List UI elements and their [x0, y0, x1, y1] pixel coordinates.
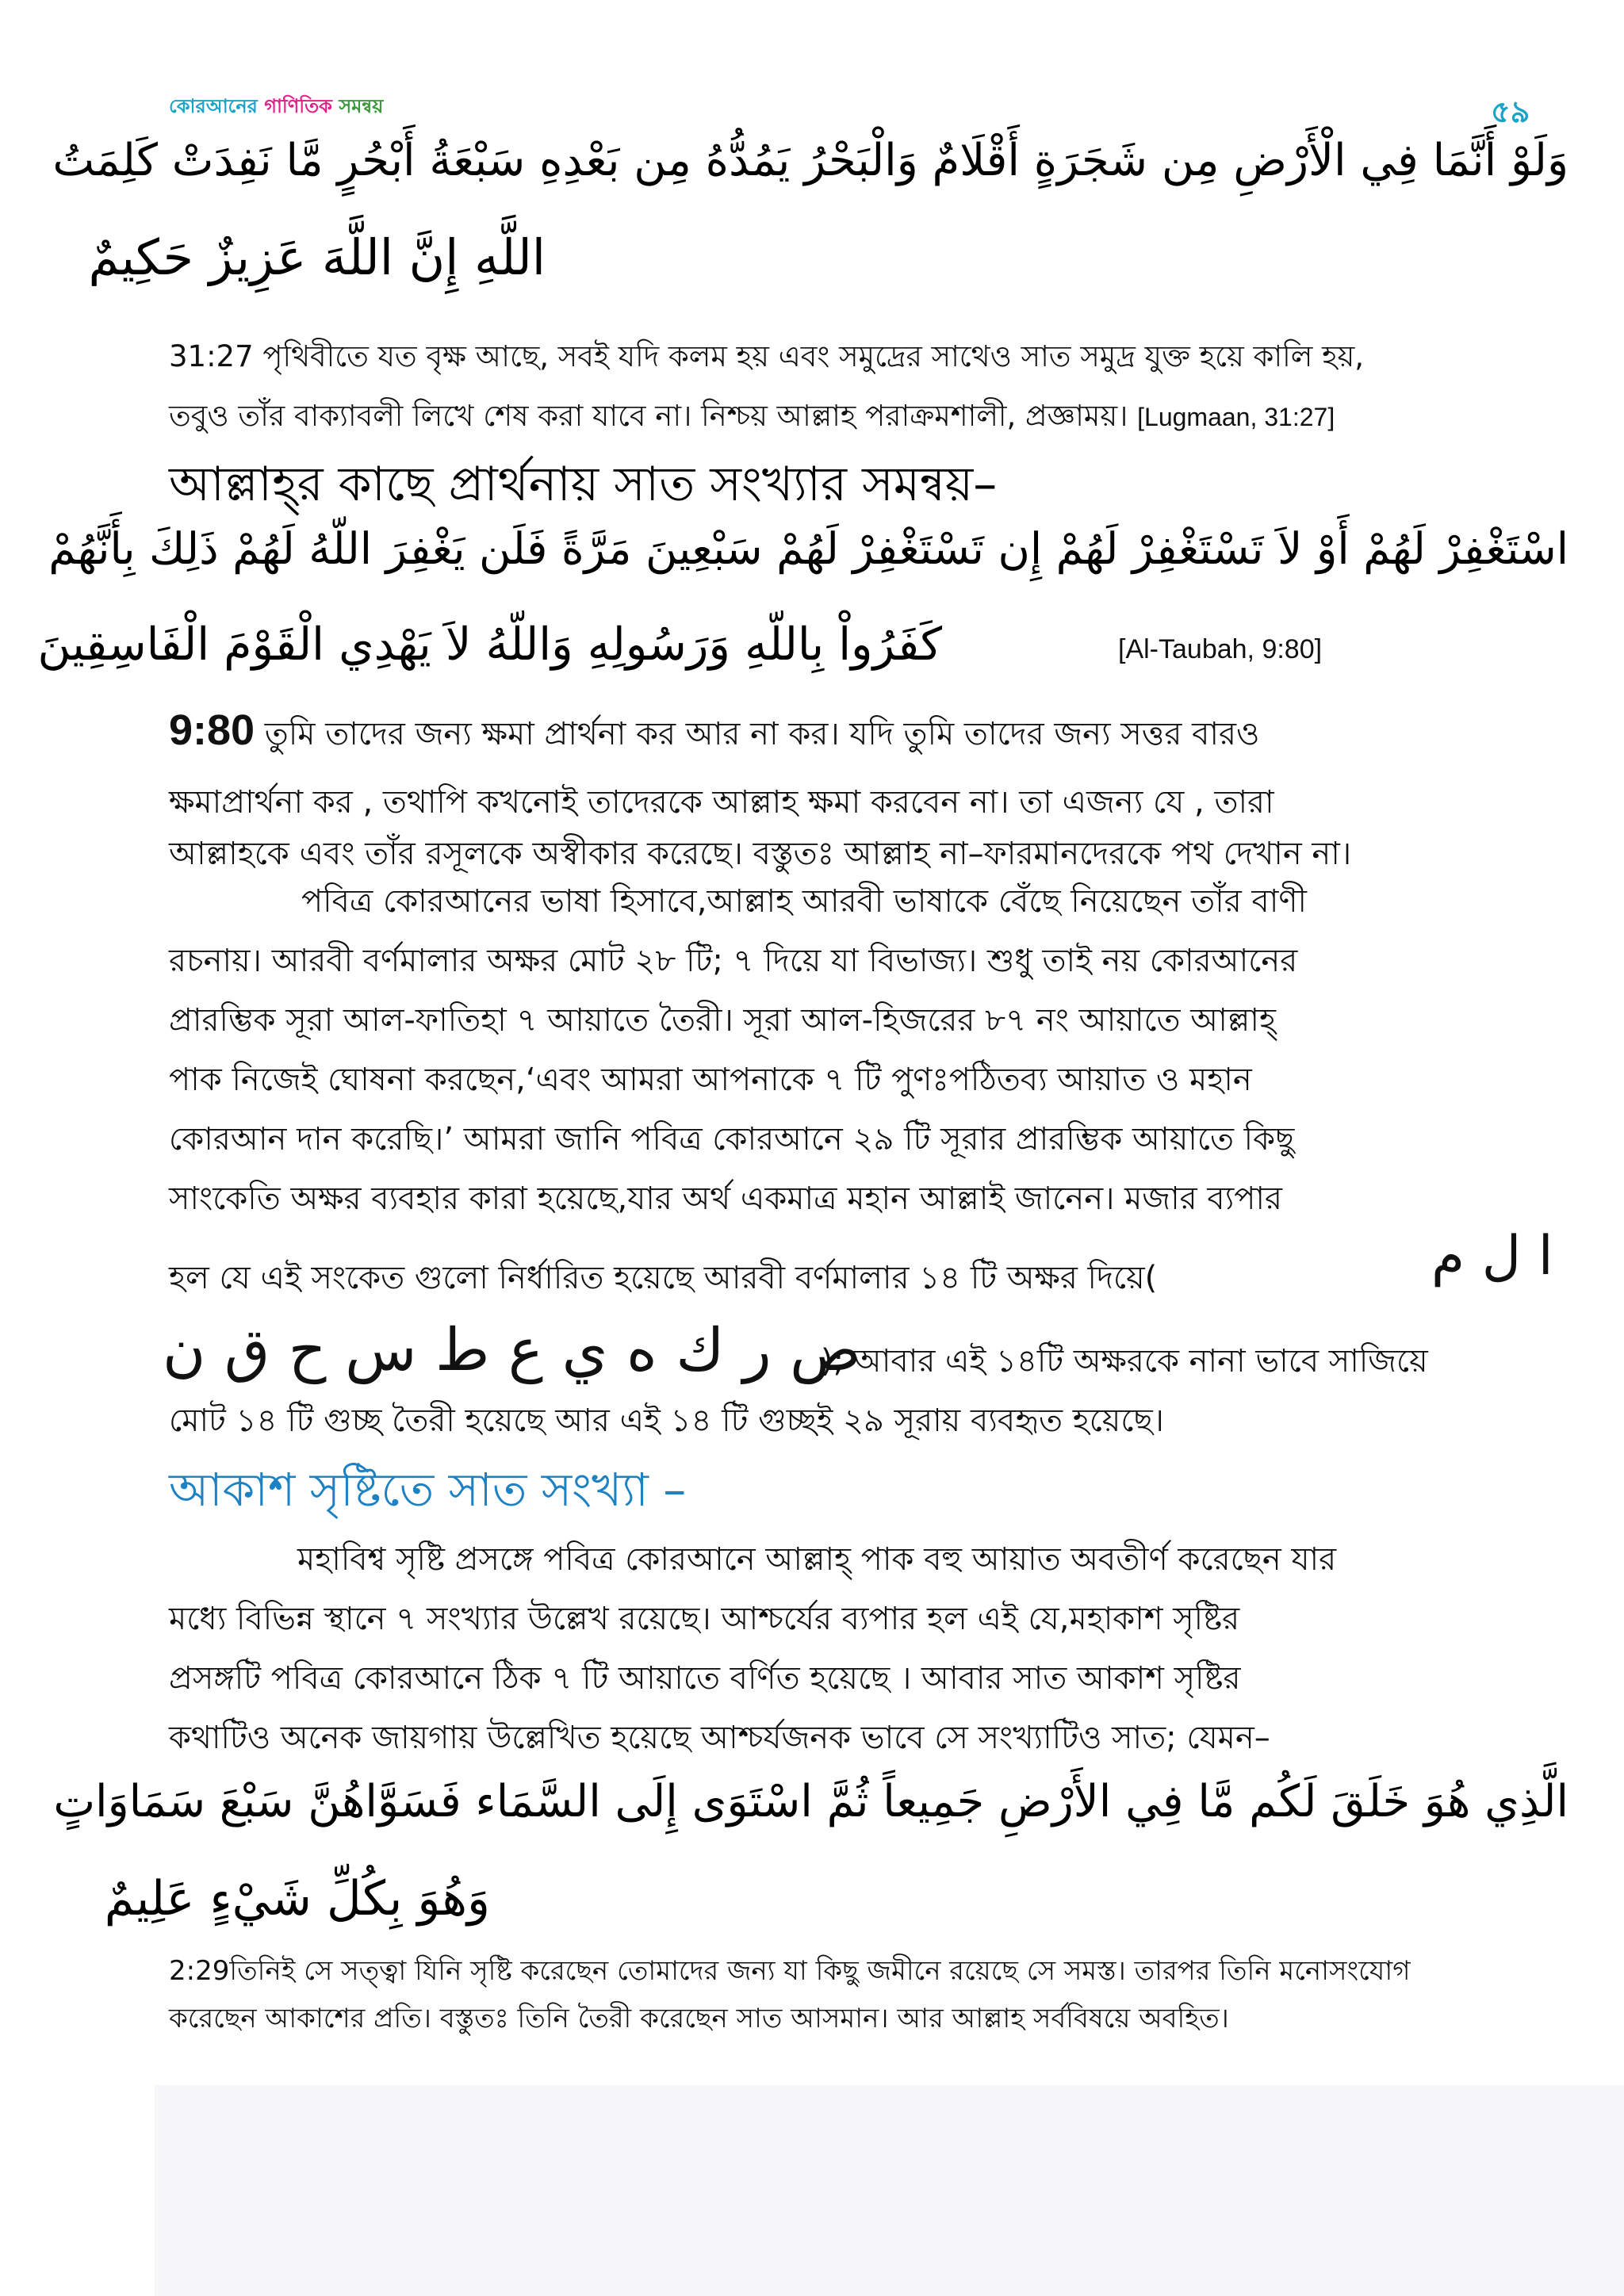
translation-31-27-line2: [169, 392, 1335, 442]
arabic-verse-31-27-line2: اللَّهِ إِنَّ اللَّهَ عَزِيزٌ حَكِيمٌ: [88, 228, 546, 286]
reference-31-27: [Lugmaan, 31:27]: [1137, 403, 1335, 431]
verse-number-9-80: 9:80: [169, 706, 255, 754]
translation-31-27-line1: 31:27 পৃথিবীতে যত বৃক্ষ আছে, সবই যদি কলম হয় এবং সমুদ্রের সাথেও সাত সমুদ্র যুক্ত হয়ে কালি হয়,: [169, 339, 1365, 373]
running-head-part3: সমন্বয়: [339, 95, 384, 117]
running-head: [169, 92, 383, 124]
translation-31-27-text: তবুও তাঁর বাক্যাবলী লিখে শেষ করা যাবে না। নিশ্চয় আল্লাহ পরাক্রমশালী, প্রজ্ঞাময়।: [169, 399, 1128, 433]
arabic-letters-line8: ص ر ك ه ي ع ط س ح ق ن: [163, 1316, 861, 1384]
paragraph-sky-line2: মধ্যে বিভিন্ন স্থানে ৭ সংখ্যার উল্লেখ রয়েছে। আশ্চর্যের ব্যপার হল এই যে,মহাকাশ সৃষ্টির: [169, 1601, 1240, 1637]
arabic-verse-9-80-line1: اسْتَغْفِرْ لَهُمْ أَوْ لاَ تَسْتَغْفِرْ لَهُمْ إِن تَسْتَغْفِرْ لَهُمْ سَبْعِينَ مَرَّةً فَلَن يَغْفِرَ اللّهُ لَهُمْ ذَلِكَ بِأَنَّهُمْ: [48, 523, 1568, 574]
translation-9-80-line2: ক্ষমাপ্রার্থনা কর , তথাপি কখনোই তাদেরকে আল্লাহ ক্ষমা করবেন না। তা এজন্য যে , তারা: [169, 784, 1274, 821]
arabic-verse-31-27-line1: وَلَوْ أَنَّمَا فِي الْأَرْضِ مِن شَجَرَةٍ أَقْلَامٌ وَالْبَحْرُ يَمُدُّهُ مِن بَعْدِهِ سَبْعَةُ أَبْحُرٍ مَّا نَفِدَتْ كَلِمَتُ: [52, 135, 1568, 186]
paragraph-letters-line7: হল যে এই সংকেত গুলো নির্ধারিত হয়েছে আরবী বর্ণমালার ১৪ টি অক্ষর দিয়ে(: [169, 1260, 1158, 1296]
arabic-letters-line7: ا ل م: [1431, 1225, 1553, 1288]
translation-9-80-text1: তুমি তাদের জন্য ক্ষমা প্রার্থনা কর আর না কর। যদি তুমি তাদের জন্য সত্তর বারও: [255, 716, 1260, 752]
paragraph-letters-line4: পাক নিজেই ঘোষনা করছেন,‘এবং আমরা আপনাকে ৭ টি পুণঃপঠিতব্য আয়াত ও মহান: [169, 1062, 1252, 1098]
translation-9-80-line3: আল্লাহকে এবং তাঁর রসূলকে অস্বীকার করেছে। বস্তুতঃ আল্লাহ না–ফারমানদেরকে পথ দেখান না।: [169, 836, 1352, 872]
arabic-verse-2-29-line2: وَهُوَ بِكُلِّ شَيْءٍ عَلِيمٌ: [104, 1871, 490, 1927]
translation-2-29-line2: করেছেন আকাশের প্রতি। বস্তুতঃ তিনি তৈরী করেছেন সাত আসমান। আর আল্লাহ সর্ববিষয়ে অবহিত।: [169, 2003, 1229, 2034]
translation-2-29-line1: 2:29তিনিই সে সত্ত্বা যিনি সৃষ্টি করেছেন তোমাদের জন্য যা কিছু জমীনে রয়েছে সে সমস্ত। তারপর তিনি মনোসংযোগ: [169, 1955, 1411, 1987]
running-head-part2: গাণিতিক: [264, 95, 339, 117]
translation-9-80-line1: [169, 706, 1259, 762]
paragraph-sky-line3: প্রসঙ্গটি পবিত্র কোরআনে ঠিক ৭ টি আয়াতে বর্ণিত হয়েছে । আবার সাত আকাশ সৃষ্টির: [169, 1660, 1241, 1697]
arabic-verse-9-80-line2: كَفَرُواْ بِاللّهِ وَرَسُولِهِ وَاللّهُ لاَ يَهْدِي الْقَوْمَ الْفَاسِقِينَ: [37, 618, 942, 671]
paragraph-sky-line4: কথাটিও অনেক জায়গায় উল্লেখিত হয়েছে আশ্চর্যজনক ভাবে সে সংখ্যাটিও সাত; যেমন–: [169, 1720, 1270, 1756]
paragraph-letters-line5: কোরআন দান করেছি।’ আমরা জানি পবিত্র কোরআনে ২৯ টি সূরার প্রারম্ভিক আয়াতে কিছু: [169, 1121, 1295, 1158]
paragraph-letters-line9: মোট ১৪ টি গুচ্ছ তৈরী হয়েছে আর এই ১৪ টি গুচ্ছই ২৯ সূরায় ব্যবহৃত হয়েছে।: [169, 1402, 1164, 1439]
paragraph-letters-line6: সাংকেতি অক্ষর ব্যবহার কারা হয়েছে,যার অর্থ একমাত্র মহান আল্লাই জানেন। মজার ব্যপার: [169, 1181, 1283, 1217]
paragraph-letters-line2: রচনায়। আরবী বর্ণমালার অক্ষর মোট ২৮ টি; ৭ দিয়ে যা বিভাজ্য। শুধু তাই নয় কোরআনের: [169, 943, 1298, 979]
paragraph-sky-line1: মহাবিশ্ব সৃষ্টি প্রসঙ্গে পবিত্র কোরআনে আল্লাহ্ পাক বহু আয়াত অবতীর্ণ করেছেন যার: [297, 1541, 1337, 1578]
heading-sky: আকাশ সৃষ্টিতে সাত সংখ্যা –: [169, 1463, 687, 1517]
running-head-part1: কোরআনের: [169, 95, 265, 117]
page-shade: [155, 2085, 1624, 2296]
reference-9-80: [Al-Taubah, 9:80]: [1118, 634, 1323, 664]
paragraph-letters-line8: ); আবার এই ১৪টি অক্ষরকে নানা ভাবে সাজিয়ে: [821, 1343, 1428, 1380]
page-number: ৫৯: [1491, 94, 1530, 129]
heading-prayer: আল্লাহ্‌র কাছে প্রার্থনায় সাত সংখ্যার সমন্বয়–: [169, 457, 998, 512]
paragraph-letters-line3: প্রারম্ভিক সূরা আল-ফাতিহা ৭ আয়াতে তৈরী। সূরা আল-হিজরের ৮৭ নং আয়াতে আল্লাহ্: [169, 1002, 1276, 1039]
paragraph-letters-line1: পবিত্র কোরআনের ভাষা হিসাবে,আল্লাহ আরবী ভাষাকে বেঁছে নিয়েছেন তাঁর বাণী: [301, 883, 1307, 920]
arabic-verse-2-29-line1: الَّذِي هُوَ خَلَقَ لَكُم مَّا فِي الأَرْضِ جَمِيعاً ثُمَّ اسْتَوَى إِلَى السَّمَاء فَسَوَّاهُنَّ سَبْعَ سَمَاوَاتٍ: [53, 1776, 1568, 1827]
